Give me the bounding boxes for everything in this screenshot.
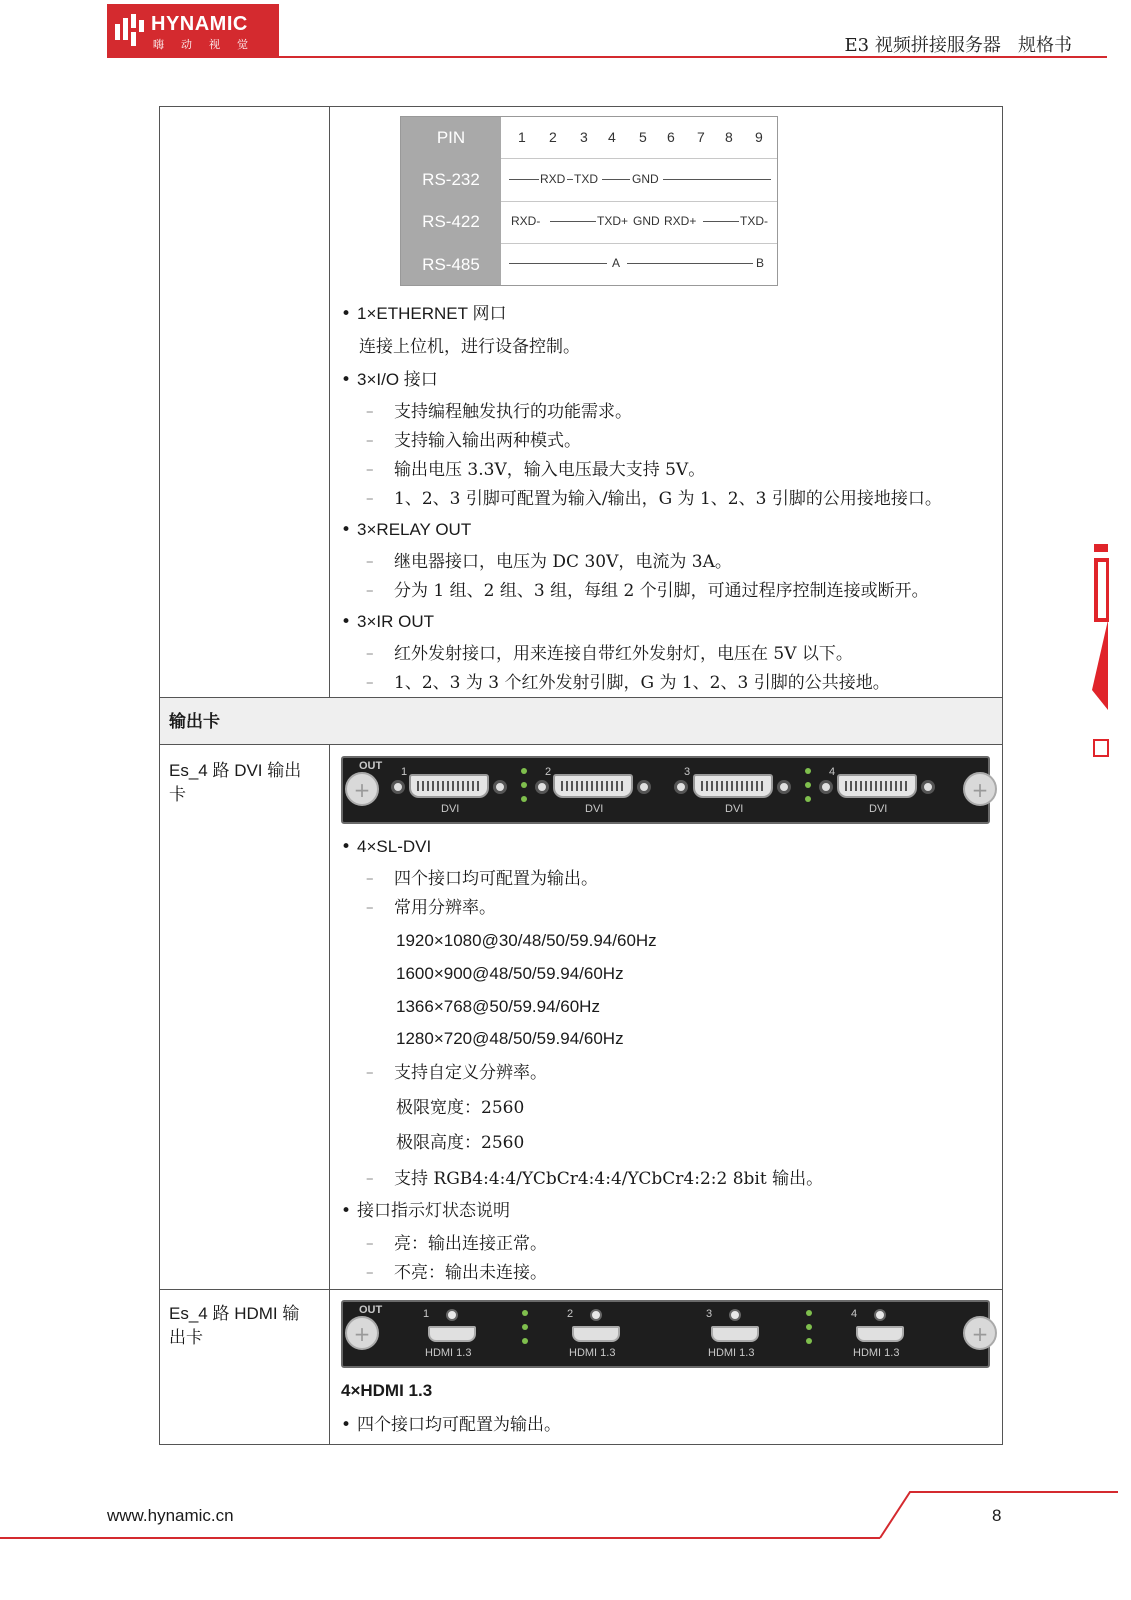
led-icon [806,1338,812,1344]
logo-mark-icon [113,12,147,48]
dvi-port-icon [837,774,917,798]
port-label: DVI [869,803,888,815]
port-label: DVI [725,803,744,815]
dvi-item: 常用分辨率。 [394,898,496,918]
ir-title: • 3×IR OUT [341,611,434,633]
dash-marker: – [366,1234,374,1252]
pin-line [509,263,607,264]
dash-marker: – [366,869,374,887]
brand-name: HYNAMIC [151,13,248,35]
pin-line [567,179,573,180]
io-title: • 3×I/O 接口 [341,369,438,391]
dvi-card-image [341,756,990,824]
dvi-title: • 4×SL-DVI [341,836,431,858]
hdmi-port-icon [711,1326,759,1342]
port-number: 3 [706,1308,713,1320]
dash-marker: – [366,898,374,916]
dvi-item: 四个接口均可配置为输出。 [394,869,598,889]
port-label: DVI [585,803,604,815]
brand-subtitle: 嗨动视觉 [153,38,265,51]
dash-marker: – [366,1169,374,1187]
pin-number: 5 [639,129,647,145]
pin-signal: RXD [540,172,566,186]
dash-marker: – [366,1263,374,1281]
limit-width: 极限宽度：2560 [396,1098,525,1118]
ethernet-title: • 1×ETHERNET 网口 [341,303,506,325]
table-col-divider [329,744,330,1445]
limit-height: 极限高度：2560 [396,1133,525,1153]
pin-line [602,179,630,180]
pin-line [550,221,596,222]
resolution: 1600×900@48/50/59.94/60Hz [396,964,624,983]
page-number: 8 [992,1506,1002,1525]
hdmi-port-icon [428,1326,476,1342]
io-item: 支持编程触发执行的功能需求。 [394,402,632,422]
io-item: 支持输入输出两种模式。 [394,431,581,451]
ir-item: 红外发射接口，用来连接自带红外发射灯，电压在 5V 以下。 [394,644,853,664]
screw-hole-icon [446,1309,458,1321]
table-row-divider [159,1289,1003,1290]
port-number: 1 [423,1308,430,1320]
screw-icon [963,1316,997,1350]
card-out-label: OUT [359,760,383,772]
resolution: 1920×1080@30/48/50/59.94/60Hz [396,931,657,950]
nut-icon [777,780,791,794]
io-item: 输出电压 3.3V，输入电压最大支持 5V。 [394,460,706,480]
relay-item: 继电器接口，电压为 DC 30V，电流为 3A。 [394,552,732,572]
led-state: 不亮：输出未连接。 [394,1263,547,1283]
nut-icon [921,780,935,794]
hdmi-item: • 四个接口均可配置为输出。 [341,1414,561,1436]
pin-table [400,116,778,286]
ethernet-desc: 连接上位机，进行设备控制。 [359,337,580,357]
dvi-item: 支持自定义分辨率。 [394,1063,547,1083]
dash-marker: – [366,581,374,599]
screw-icon [345,772,379,806]
dash-marker: – [366,431,374,449]
hdmi-title: 4×HDMI 1.3 [341,1381,433,1400]
pin-number: 8 [725,129,733,145]
nut-icon [637,780,651,794]
pin-signal: B [756,256,765,270]
dash-marker: – [366,552,374,570]
led-state: 亮：输出连接正常。 [394,1234,547,1254]
led-icon [521,782,527,788]
led-icon [521,768,527,774]
pin-line [627,263,753,264]
port-number: 1 [401,766,408,778]
dash-marker: – [366,1063,374,1081]
nut-icon [535,780,549,794]
table-row-divider [159,744,1003,745]
port-number: 4 [829,766,836,778]
footer-website: www.hynamic.cn [107,1506,234,1525]
led-icon [521,796,527,802]
hdmi-card-name: Es_4 路 HDMI 输 [169,1304,300,1323]
pin-row-divider [501,243,777,244]
port-label: HDMI 1.3 [708,1347,755,1359]
led-icon [806,1310,812,1316]
pin-row-divider [501,201,777,202]
dash-marker: – [366,460,374,478]
screw-hole-icon [729,1309,741,1321]
pin-number: 7 [697,129,705,145]
relay-item: 分为 1 组、2 组、3 组，每组 2 个引脚，可通过程序控制连接或断开。 [394,581,929,601]
nut-icon [819,780,833,794]
dash-marker: – [366,673,374,691]
hdmi-port-icon [856,1326,904,1342]
relay-title: • 3×RELAY OUT [341,519,471,541]
io-item: 1、2、3 引脚可配置为输入/输出，G 为 1、2、3 引脚的公用接地接口。 [394,489,942,509]
pin-number: 3 [580,129,588,145]
led-icon [522,1310,528,1316]
pin-header-cell: PIN [401,117,501,159]
led-icon [806,1324,812,1330]
dvi-item: 支持 RGB4:4:4/YCbCr4:4:4/YCbCr4:2:2 8bit 输出。 [394,1169,824,1189]
table-col-divider [329,106,330,698]
pin-number: 4 [608,129,616,145]
hdmi-card-image [341,1300,990,1368]
section-heading: 输出卡 [169,712,220,732]
pin-number: 6 [667,129,675,145]
port-number: 2 [545,766,552,778]
led-title: • 接口指示灯状态说明 [341,1200,510,1222]
dash-marker: – [366,489,374,507]
pin-signal: GND [633,214,660,228]
nut-icon [493,780,507,794]
pin-number: 2 [549,129,557,145]
pin-row-label: RS-422 [401,201,501,244]
dvi-port-icon [409,774,489,798]
pin-signal: TXD [574,172,598,186]
footer-accent-icon [860,1488,1120,1540]
pin-signal: TXD+ [597,214,629,228]
pin-row-label: RS-485 [401,244,501,285]
resolution: 1280×720@48/50/59.94/60Hz [396,1029,624,1048]
pin-number: 1 [518,129,526,145]
screw-icon [345,1316,379,1350]
port-label: HDMI 1.3 [569,1347,616,1359]
pin-number: 9 [755,129,763,145]
port-number: 3 [684,766,691,778]
dvi-card-name: Es_4 路 DVI 输出 [169,761,302,780]
pin-row-divider [501,158,777,159]
header-divider [107,56,1107,58]
pin-signal: GND [632,172,659,186]
section-heading-row [160,698,1002,744]
hdmi-port-icon [572,1326,620,1342]
dash-marker: – [366,644,374,662]
screw-icon [963,772,997,806]
port-label: HDMI 1.3 [853,1347,900,1359]
hdmi-card-name-cont: 出卡 [169,1328,203,1348]
dvi-card-name-cont: 卡 [169,785,186,805]
pin-signal: RXD- [511,214,541,228]
port-number: 4 [851,1308,858,1320]
port-label: DVI [441,803,460,815]
port-number: 2 [567,1308,574,1320]
pin-signal: RXD+ [664,214,697,228]
resolution: 1366×768@50/59.94/60Hz [396,997,600,1016]
nut-icon [391,780,405,794]
screw-hole-icon [874,1309,886,1321]
port-label: HDMI 1.3 [425,1347,472,1359]
document-title: E3 视频拼接服务器 规格书 [844,35,1072,56]
led-icon [522,1324,528,1330]
pin-line [663,179,771,180]
nut-icon [674,780,688,794]
card-out-label: OUT [359,1304,383,1316]
led-icon [805,768,811,774]
led-icon [805,782,811,788]
pin-line [703,221,739,222]
decorative-stamp-icon [1092,540,1109,770]
dash-marker: – [366,402,374,420]
ir-item: 1、2、3 为 3 个红外发射引脚，G 为 1、2、3 引脚的公共接地。 [394,673,890,693]
pin-signal: A [612,256,621,270]
pin-row-label: RS-232 [401,159,501,201]
pin-line [509,179,539,180]
led-icon [522,1338,528,1344]
dvi-port-icon [693,774,773,798]
footer-divider [0,1537,880,1539]
led-icon [805,796,811,802]
dvi-port-icon [553,774,633,798]
screw-hole-icon [590,1309,602,1321]
brand-logo [107,4,279,56]
pin-signal: TXD- [740,214,768,228]
